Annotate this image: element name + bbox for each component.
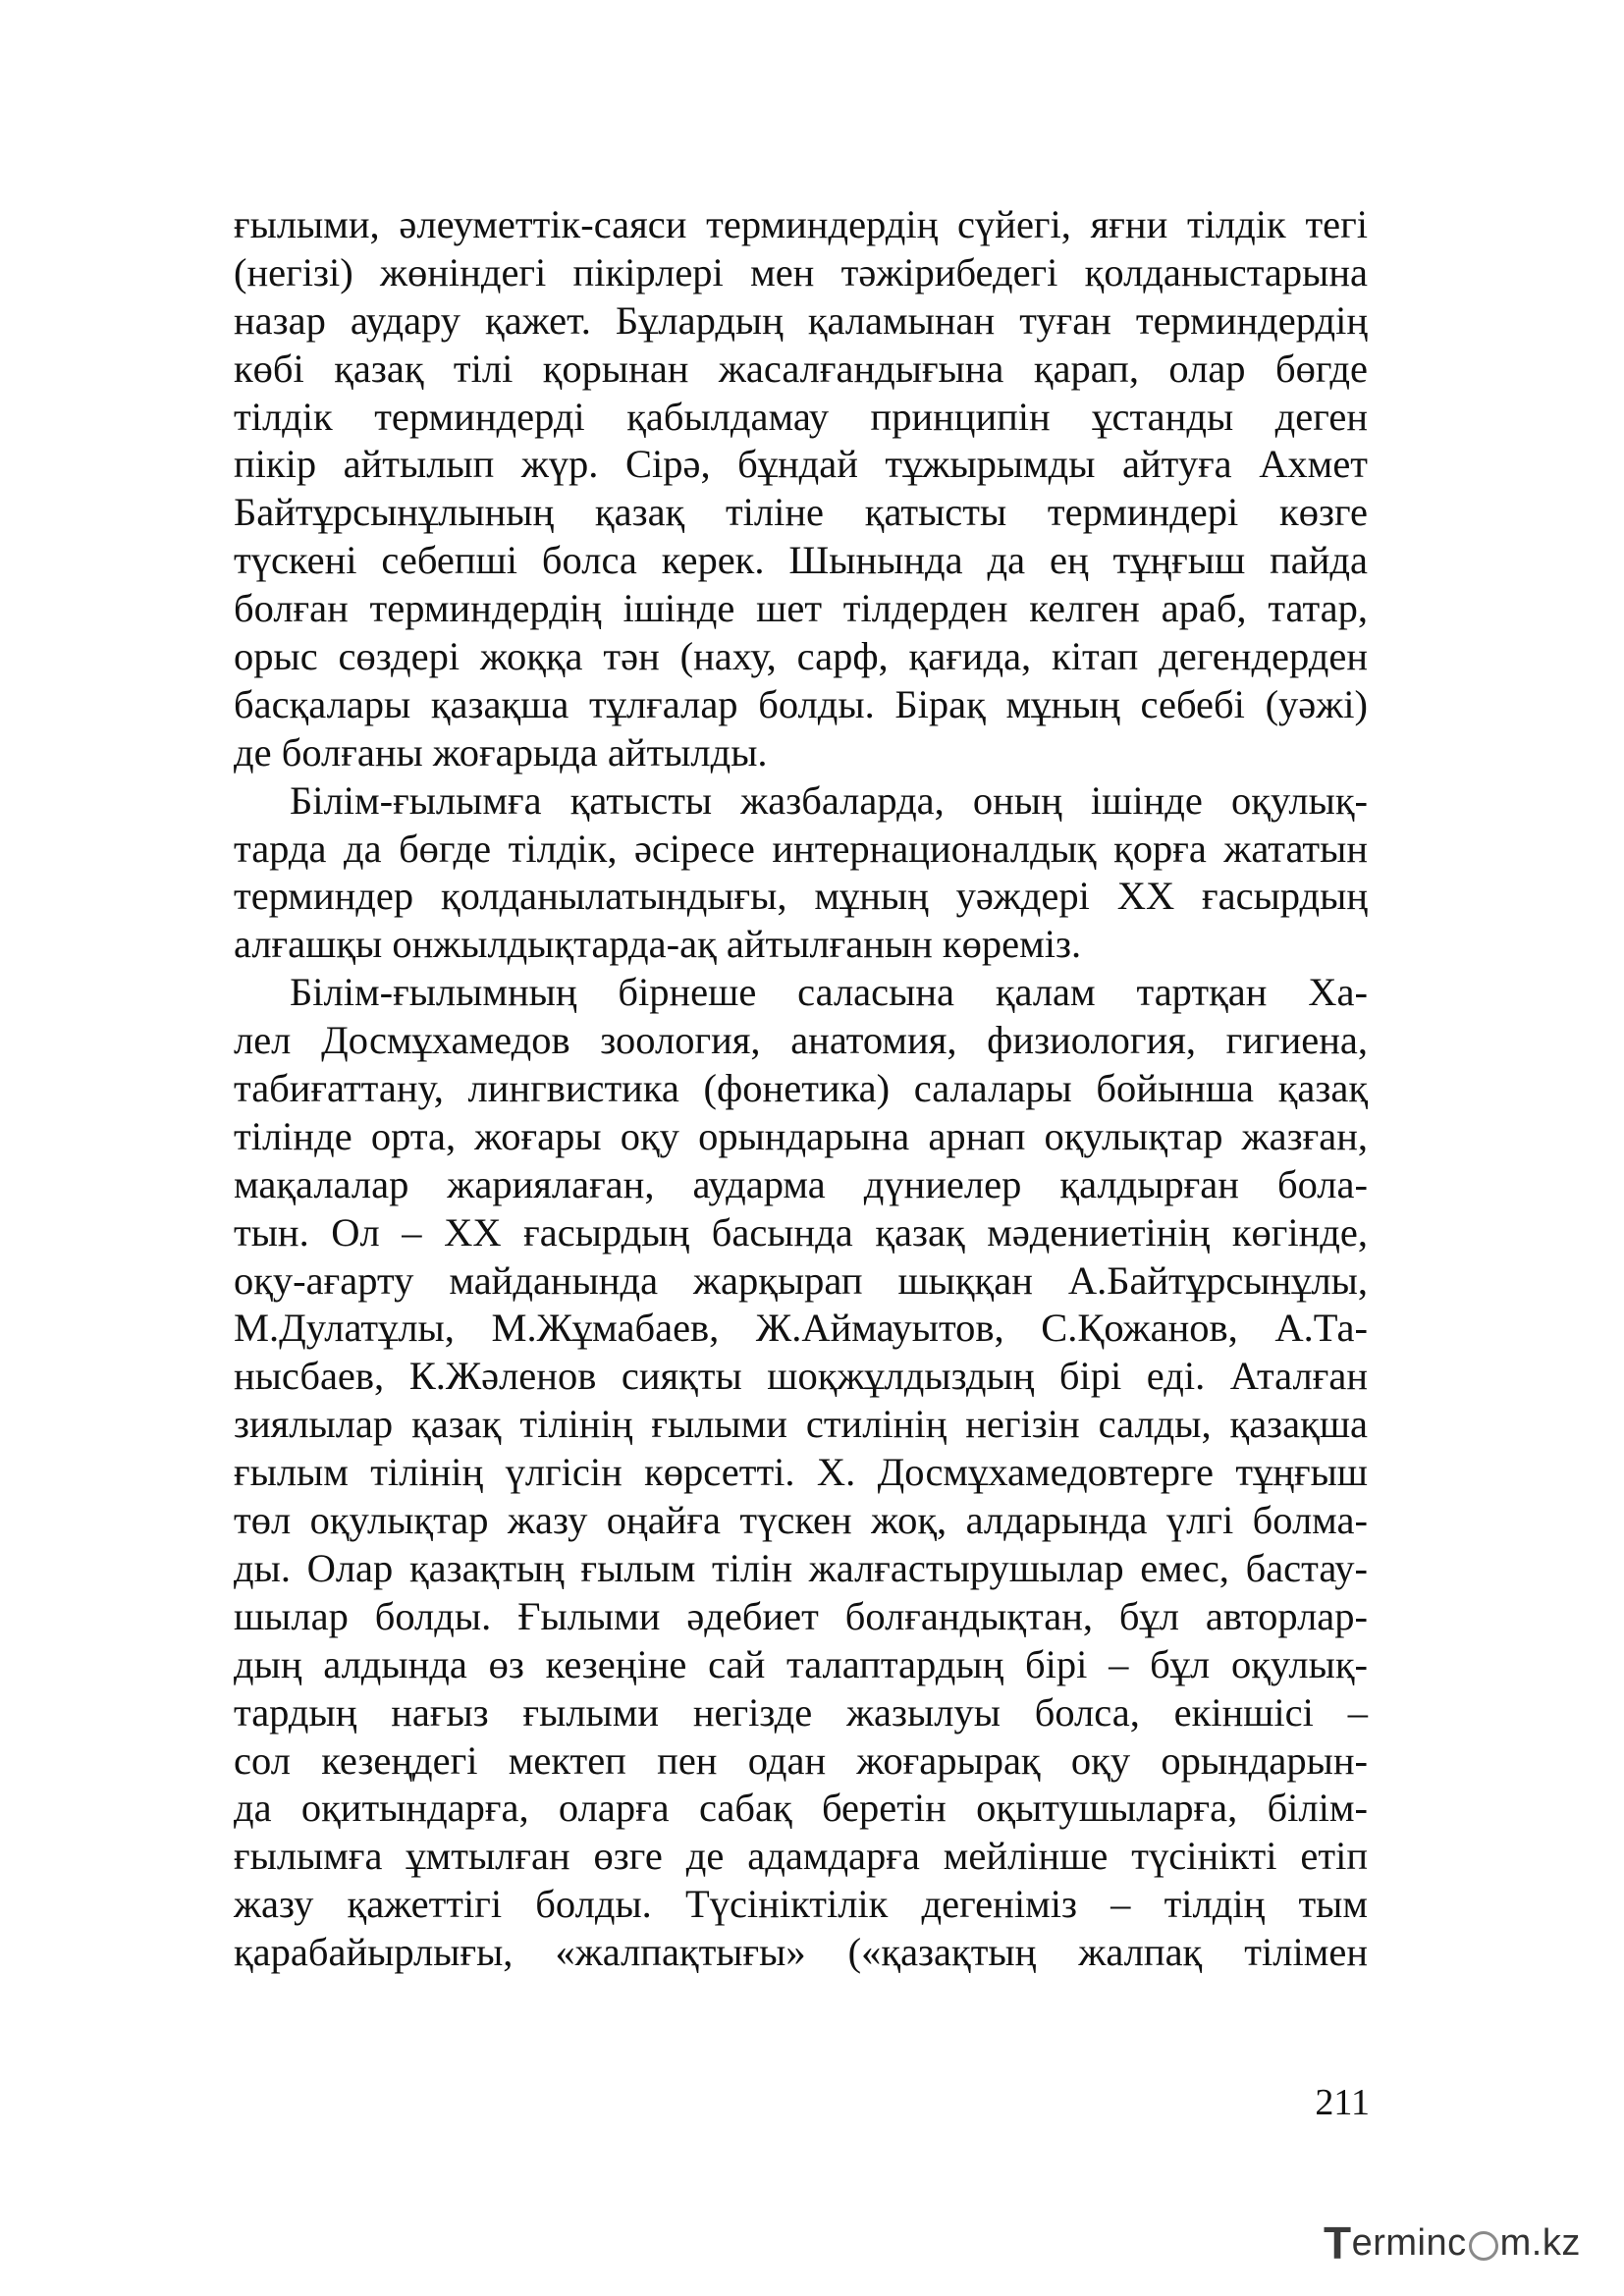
text-line: назар аудару қажет. Бұлардың қаламынан туған терминдердің [234, 297, 1368, 343]
text-line: М.Дулатұлы, М.Жұмабаев, Ж.Аймауытов, С.Қожанов, А.Та- [234, 1306, 1368, 1351]
text-line: табиғаттану, лингвистика (фонетика) салалары бойынша қазақ [234, 1066, 1368, 1111]
page-body-text [234, 201, 1368, 1977]
text-line: қарабайырлығы, «жалпақтығы» («қазақтың жалпақ тілімен [234, 1930, 1368, 1975]
text-line: басқалары қазақша тұлғалар болды. Бірақ мұның себебі (уәжі) [234, 681, 1368, 726]
text-line: де болғаны жоғарыда айтылды. [234, 729, 768, 774]
text-line: оқу-ағарту майданында жарқырап шыққан А.Байтұрсынұлы, [234, 1257, 1368, 1303]
text-line: тілдік терминдерді қабылдамау принципін ұстанды деген [234, 394, 1368, 439]
text-line: пікір айтылып жүр. Сірә, бұндай тұжырымды айтуға Ахмет [234, 442, 1368, 487]
text-line: жазу қажеттігі болды. Түсініктілік дегеніміз – тілдің тым [234, 1882, 1368, 1927]
termincom-watermark [1324, 2214, 1581, 2272]
text-line: терминдер қолданылатындығы, мұның уәждері ХХ ғасырдың [234, 874, 1368, 919]
text-line: төл оқулықтар жазу оңайға түскен жоқ, алдарында үлгі болма- [234, 1498, 1368, 1543]
text-line: ғылым тілінің үлгісін көрсетті. Х. Досмұхамедовтерге тұңғыш [234, 1450, 1368, 1495]
watermark-logo-letter: T [1324, 2217, 1352, 2269]
text-line: дың алдында өз кезеңіне сай талаптардың бірі – бұл оқулық- [234, 1641, 1368, 1686]
text-line: нысбаев, К.Жәленов сияқты шоқжұлдыздың бірі еді. Аталған [234, 1354, 1368, 1399]
text-line: ды. Олар қазақтың ғылым тілін жалғастырушылар емес, бастау- [234, 1545, 1368, 1590]
page-number: 211 [1315, 2082, 1370, 2123]
text-line: түскені себепші болса керек. Шынында да ең тұңғыш пайда [234, 538, 1368, 583]
text-line: ғылымға ұмтылған өзге де адамдарға мейлінше түсінікті етіп [234, 1834, 1368, 1879]
watermark-text-start: erminc [1351, 2221, 1467, 2264]
watermark-circle-icon [1469, 2231, 1498, 2261]
text-line: ғылыми, әлеуметтік-саяси терминдердің сүйегі, яғни тілдік тегі [234, 202, 1368, 246]
text-line: шылар болды. Ғылыми әдебиет болғандықтан, бұл авторлар- [234, 1593, 1368, 1638]
text-line: болған терминдердің ішінде шет тілдерден келген араб, татар, [234, 586, 1368, 631]
text-line: Білім-ғылымға қатысты жазбаларда, оның ішінде оқулық- [290, 777, 1368, 823]
text-line: да оқитындарға, оларға сабақ беретін оқытушыларға, білім- [234, 1786, 1368, 1831]
text-line: тын. Ол – ХХ ғасырдың басында қазақ мәдениетінің көгінде, [234, 1209, 1368, 1255]
text-line: алғашқы онжылдықтарда-ақ айтылғанын көреміз. [234, 922, 1082, 967]
text-line: Білім-ғылымның бірнеше саласына қалам тартқан Ха- [290, 970, 1368, 1015]
text-line: тардың нағыз ғылыми негізде жазылуы болса, екіншісі – [234, 1689, 1368, 1735]
watermark-text-end: m.kz [1499, 2221, 1581, 2264]
text-line: лел Досмұхамедов зоология, анатомия, физиология, гигиена, [234, 1018, 1368, 1063]
text-line: (негізі) жөніндегі пікірлері мен тәжірибедегі қолданыстарына [234, 249, 1368, 294]
text-line: мақалалар жариялаған, аударма дүниелер қалдырған бола- [234, 1161, 1368, 1206]
text-line: сол кезеңдегі мектеп пен одан жоғарырақ оқу орындарын- [234, 1737, 1368, 1783]
text-line: тарда да бөгде тілдік, әсіресе интернационалдық қорға жататын [234, 826, 1368, 871]
text-line: зиялылар қазақ тілінің ғылыми стилінің негізін салды, қазақша [234, 1402, 1368, 1447]
text-line: орыс сөздері жоққа тән (наху, сарф, қағида, кітап дегендерден [234, 634, 1368, 679]
text-line: тілінде орта, жоғары оқу орындарына арнап оқулықтар жазған, [234, 1113, 1368, 1158]
text-line: Байтұрсынұлының қазақ тіліне қатысты терминдері көзге [234, 490, 1368, 535]
text-line: көбі қазақ тілі қорынан жасалғандығына қарап, олар бөгде [234, 346, 1368, 391]
